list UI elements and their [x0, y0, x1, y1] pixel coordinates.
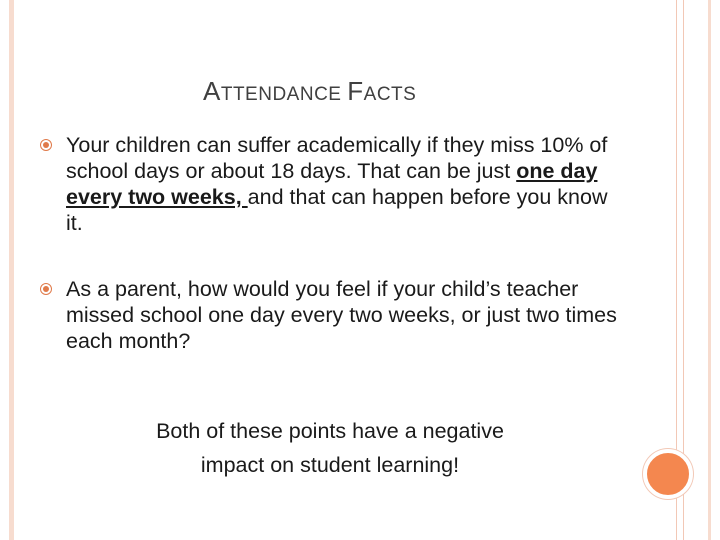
- bullet-text: Your children can suffer academically if they miss 10% of school days or about 18 days. That can be just: [66, 133, 608, 183]
- accent-circle: [643, 449, 693, 499]
- title-rest-2: ACTS: [363, 84, 417, 105]
- bullet-text: As a parent, how would you feel if your child’s teacher missed school one day every two weeks, or just two times each month?: [66, 277, 617, 353]
- slide-title: [203, 76, 416, 107]
- bullet-list: [40, 132, 630, 354]
- title-cap-a: A: [203, 76, 221, 106]
- conclusion-line-2: impact on student learning!: [200, 453, 460, 477]
- bullet-item-academic: [40, 132, 630, 236]
- bullet-icon: [40, 283, 52, 295]
- bullet-emphasis: one day every two weeks,: [66, 159, 598, 209]
- conclusion-line-1: Both of these points have a negative: [156, 419, 504, 443]
- bullet-item-teacher: [40, 276, 630, 354]
- title-rest-1: TTENDANCE: [220, 84, 348, 105]
- bullet-text-after: and that can happen before you know it.: [66, 185, 608, 235]
- title-cap-f: F: [347, 76, 364, 106]
- conclusion-text: [100, 414, 560, 482]
- bullet-icon: [40, 139, 52, 151]
